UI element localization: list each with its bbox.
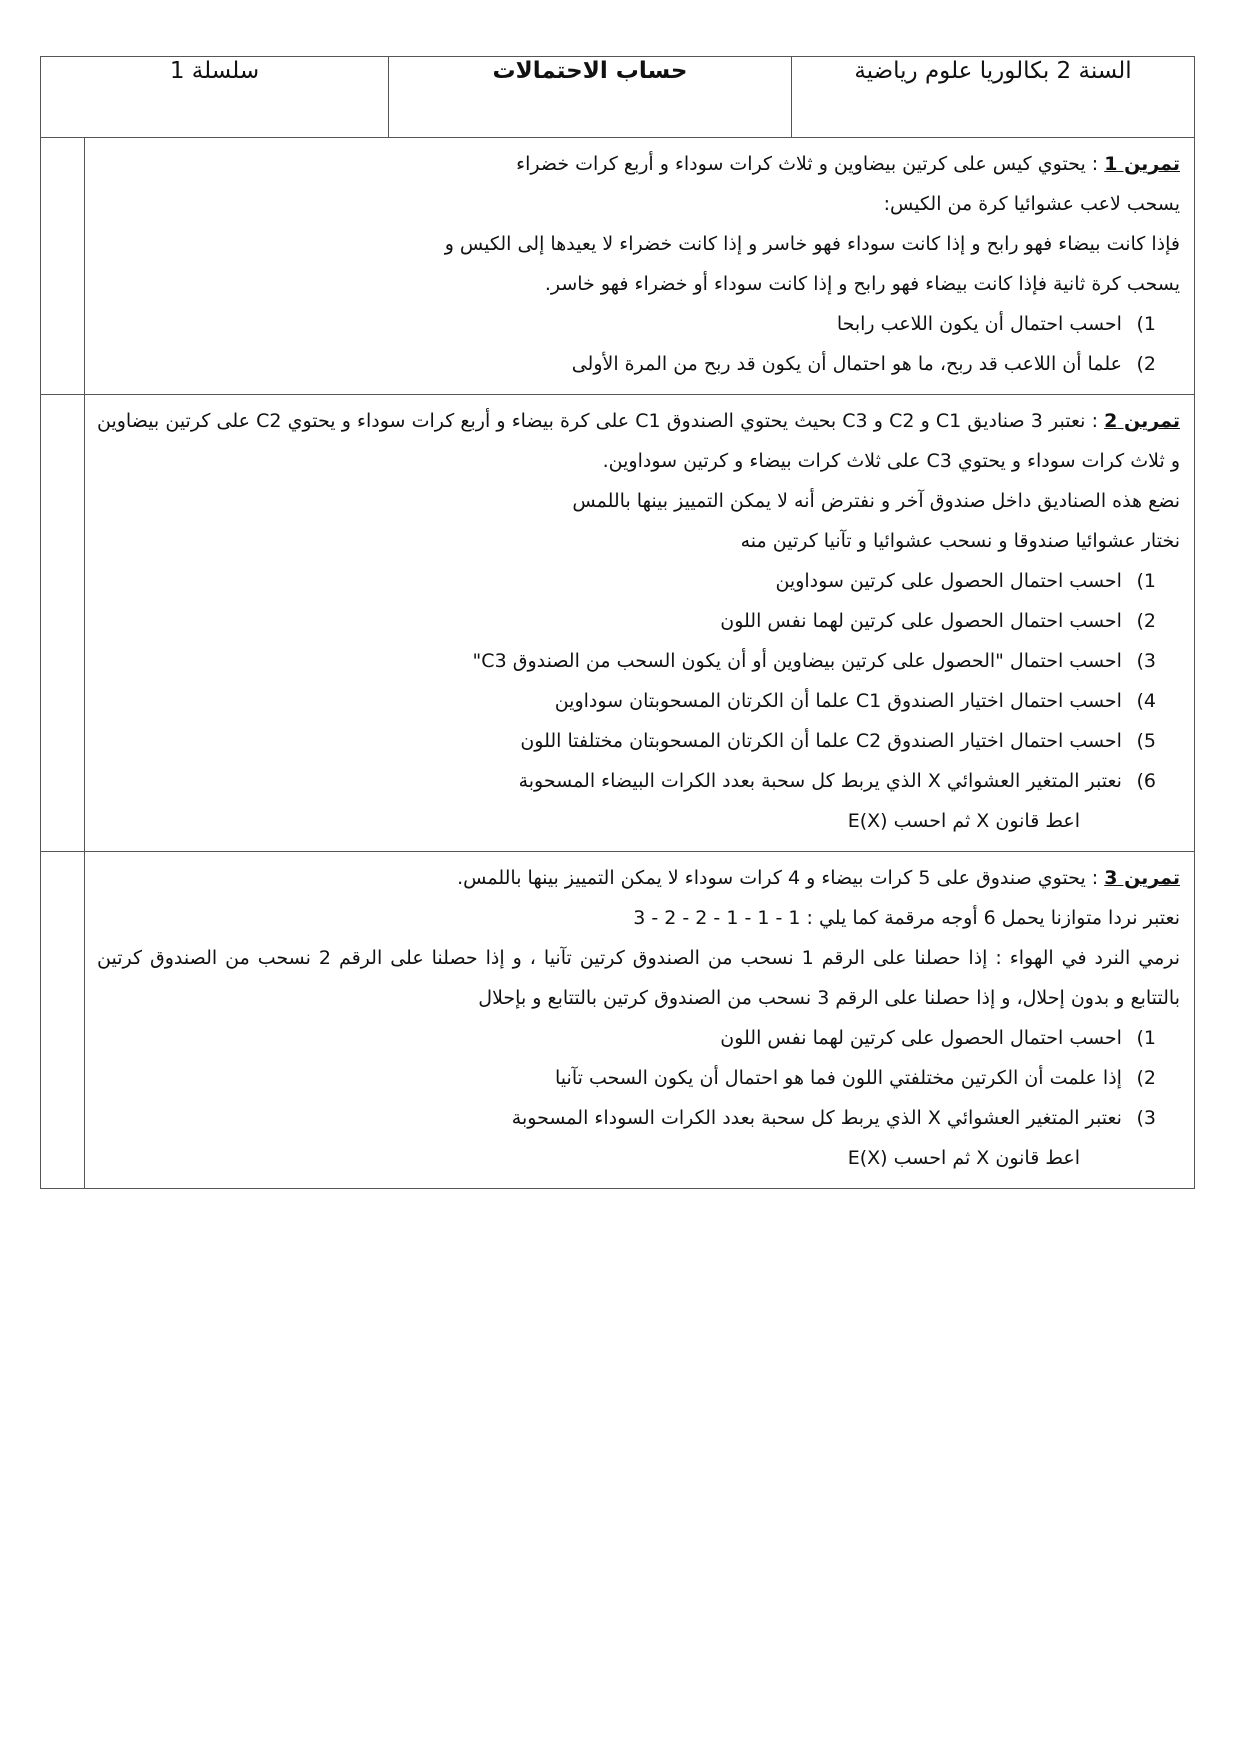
question-item	[97, 1018, 1180, 1058]
question-item	[97, 721, 1180, 761]
question-text: احسب احتمال الحصول على كرتين سوداوين	[775, 570, 1122, 592]
exercise-2-margin	[41, 395, 85, 852]
question-number: 1)	[1136, 313, 1156, 335]
question-number: 5)	[1136, 730, 1156, 752]
exercise-3-margin	[41, 852, 85, 1189]
question-number: 2)	[1136, 610, 1156, 632]
question-item	[97, 1098, 1180, 1138]
question-number: 3)	[1136, 650, 1156, 672]
question-number: 1)	[1136, 1027, 1156, 1049]
exercise-1-line: فإذا كانت بيضاء فهو رابح و إذا كانت سوداء فهو خاسر و إذا كانت خضراء لا يعيدها إلى الكيس و	[444, 233, 1180, 255]
question-text: إذا علمت أن الكرتين مختلفتي اللون فما هو احتمال أن يكون السحب تآنيا	[555, 1067, 1122, 1089]
exercise-1-line: يسحب كرة ثانية فإذا كانت بيضاء فهو رابح و إذا كانت سوداء أو خضراء فهو خاسر.	[544, 273, 1180, 295]
question-item	[97, 1058, 1180, 1098]
question-item	[97, 344, 1180, 384]
level-label: السنة 2 بكالوريا علوم رياضية	[792, 57, 1195, 138]
question-number: 6)	[1136, 770, 1156, 792]
question-text: احسب احتمال الحصول على كرتين لهما نفس اللون	[720, 610, 1122, 632]
exercise-3-intro: : يحتوي صندوق على 5 كرات بيضاء و 4 كرات سوداء لا يمكن التمييز بينها باللمس.	[457, 867, 1105, 889]
exercise-1-margin	[41, 138, 85, 395]
exercise-2-row	[41, 395, 1195, 852]
question-number: 2)	[1136, 353, 1156, 375]
worksheet-table	[40, 56, 1195, 1189]
question-item	[97, 641, 1180, 681]
question-text: احسب احتمال الحصول على كرتين لهما نفس اللون	[720, 1027, 1122, 1049]
question-text: احسب احتمال أن يكون اللاعب رابحا	[836, 313, 1122, 335]
exercise-3-final: اعط قانون X ثم احسب E(X)	[847, 1147, 1080, 1169]
exercise-1	[85, 138, 1195, 395]
exercise-3-row	[41, 852, 1195, 1189]
question-text: احسب احتمال "الحصول على كرتين بيضاوين أو أن يكون السحب من الصندوق C3"	[472, 650, 1122, 672]
question-text: نعتبر المتغير العشوائي X الذي يربط كل سحبة بعدد الكرات البيضاء المسحوبة	[518, 770, 1122, 792]
exercise-1-line: يسحب لاعب عشوائيا كرة من الكيس:	[883, 193, 1180, 215]
exercise-1-questions	[97, 304, 1180, 384]
question-number: 2)	[1136, 1067, 1156, 1089]
exercise-1-label: تمرين 1	[1104, 153, 1180, 175]
exercise-2-line: نختار عشوائيا صندوقا و نسحب عشوائيا و تآنيا كرتين منه	[740, 530, 1180, 552]
subject-title: حساب الاحتمالات	[389, 57, 792, 138]
exercise-1-intro: : يحتوي كيس على كرتين بيضاوين و ثلاث كرات سوداء و أربع كرات خضراء	[516, 153, 1105, 175]
exercise-3-label: تمرين 3	[1104, 867, 1180, 889]
question-number: 3)	[1136, 1107, 1156, 1129]
series-label: سلسلة 1	[41, 57, 389, 138]
question-item	[97, 561, 1180, 601]
exercise-2	[85, 395, 1195, 852]
question-number: 1)	[1136, 570, 1156, 592]
exercise-3-questions	[97, 1018, 1180, 1138]
question-item	[97, 681, 1180, 721]
exercise-2-line: نضع هذه الصناديق داخل صندوق آخر و نفترض أنه لا يمكن التمييز بينها باللمس	[572, 490, 1180, 512]
worksheet	[40, 56, 1194, 1189]
header-row	[41, 57, 1195, 138]
question-item	[97, 761, 1180, 801]
question-text: علما أن اللاعب قد ربح، ما هو احتمال أن يكون قد ربح من المرة الأولى	[571, 353, 1122, 375]
exercise-3-line: نرمي النرد في الهواء : إذا حصلنا على الرقم 1 نسحب من الصندوق كرتين تآنيا ، و إذا حصلنا على الرقم 2 نسحب من الصندوق كرتين بالتتابع و بدون إحلال، و إذا حصلنا على الرقم 3 نسحب من الصندوق كرتين بالتتابع و بإحلال	[97, 947, 1181, 1009]
question-number: 4)	[1136, 690, 1156, 712]
exercise-2-questions	[97, 561, 1180, 801]
exercise-2-intro: : نعتبر 3 صناديق C1 و C2 و C3 بحيث يحتوي الصندوق C1 على كرة بيضاء و أربع كرات سوداء و يحتوي C2 على كرتين بيضاوين و ثلاث كرات سوداء و يحتوي C3 على ثلاث كرات بيضاء و كرتين سوداوين.	[97, 410, 1180, 472]
question-text: احسب احتمال اختيار الصندوق C1 علما أن الكرتان المسحوبتان سوداوين	[554, 690, 1122, 712]
question-text: احسب احتمال اختيار الصندوق C2 علما أن الكرتان المسحوبتان مختلفتا اللون	[520, 730, 1122, 752]
question-text: نعتبر المتغير العشوائي X الذي يربط كل سحبة بعدد الكرات السوداء المسحوبة	[511, 1107, 1122, 1129]
exercise-3	[85, 852, 1195, 1189]
exercise-2-label: تمرين 2	[1104, 410, 1180, 432]
question-item	[97, 601, 1180, 641]
question-item	[97, 304, 1180, 344]
exercise-1-row	[41, 138, 1195, 395]
exercise-3-line: نعتبر نردا متوازنا يحمل 6 أوجه مرقمة كما يلي : 1 - 1 - 1 - 2 - 2 - 3	[633, 907, 1180, 929]
exercise-2-final: اعط قانون X ثم احسب E(X)	[847, 810, 1080, 832]
